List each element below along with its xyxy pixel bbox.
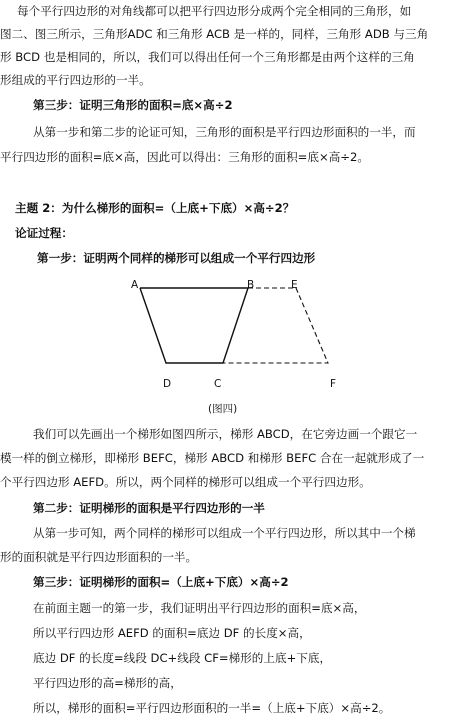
proof-label: 论证过程： — [15, 226, 73, 240]
paragraph-line: 底边 DF 的长度=线段 DC+线段 CF=梯形的上底+下底， — [33, 651, 332, 665]
section-heading: 第三步：证明梯形的面积=（上底+下底）×高÷2 — [33, 575, 289, 589]
paragraph-line: 每个平行四边形的对角线都可以把平行四边形分成两个完全相同的三角形，如 — [17, 4, 412, 18]
paragraph-line: 平行四边形的面积=底×高，因此可以得出：三角形的面积=底×高÷2。 — [0, 150, 369, 164]
paragraph-line: 图二、图三所示，三角形ADC 和三角形 ACB 是一样的，同样，三角形 ADB 与三角 — [0, 27, 429, 41]
paragraph-line: 形 BCD 也是相同的，所以，我们可以得出任何一个三角形都是由两个这样的三角 — [0, 50, 415, 64]
label-a: A — [131, 279, 139, 291]
section-heading: 第三步：证明三角形的面积=底×高÷2 — [33, 98, 233, 112]
paragraph-line: 所以，梯形的面积=平行四边形面积的一半=（上底+下底）×高÷2。 — [33, 701, 391, 715]
paragraph-line: 形的面积就是平行四边形面积的一半。 — [0, 550, 198, 564]
trapezoid-figure — [0, 275, 463, 435]
paragraph-line: 从第一步和第二步的论证可知，三角形的面积是平行四边形面积的一半，而 — [33, 125, 416, 139]
paragraph-line: 从第一步可知，两个同样的梯形可以组成一个平行四边形，所以其中一个梯 — [33, 526, 416, 540]
trapezoid-befc — [223, 288, 328, 363]
paragraph-line: 在前面主题一的第一步，我们证明出平行四边形的面积=底×高， — [33, 601, 366, 615]
section-heading: 第二步：证明梯形的面积是平行四边形的一半 — [33, 501, 265, 515]
label-c: C — [214, 378, 222, 390]
paragraph-line: 我们可以先画出一个梯形如图四所示，梯形 ABCD，在它旁边画一个跟它一 — [33, 427, 418, 441]
paragraph-line: 模一样的倒立梯形，即梯形 BEFC，梯形 ABCD 和梯形 BEFC 合在一起就形成了一 — [0, 451, 425, 465]
paragraph-line: 平行四边形的高=梯形的高， — [33, 676, 182, 690]
label-f: F — [330, 378, 337, 390]
trapezoid-abcd — [140, 288, 248, 363]
paragraph-line: 所以平行四边形 AEFD 的面积=底边 DF 的长度×高， — [33, 626, 311, 640]
label-e: E — [291, 279, 298, 291]
paragraph-line: 个平行四边形 AEFD。所以，两个同样的梯形可以组成一个平行四边形。 — [0, 475, 371, 489]
figure-caption: (图四) — [208, 403, 238, 415]
label-b: B — [247, 279, 255, 291]
section-heading: 第一步：证明两个同样的梯形可以组成一个平行四边形 — [37, 251, 316, 265]
theme-heading: 主题 2：为什么梯形的面积=（上底+下底）×高÷2？ — [15, 201, 295, 215]
label-d: D — [163, 378, 172, 390]
paragraph-line: 形组成的平行四边形的一半。 — [0, 73, 151, 87]
